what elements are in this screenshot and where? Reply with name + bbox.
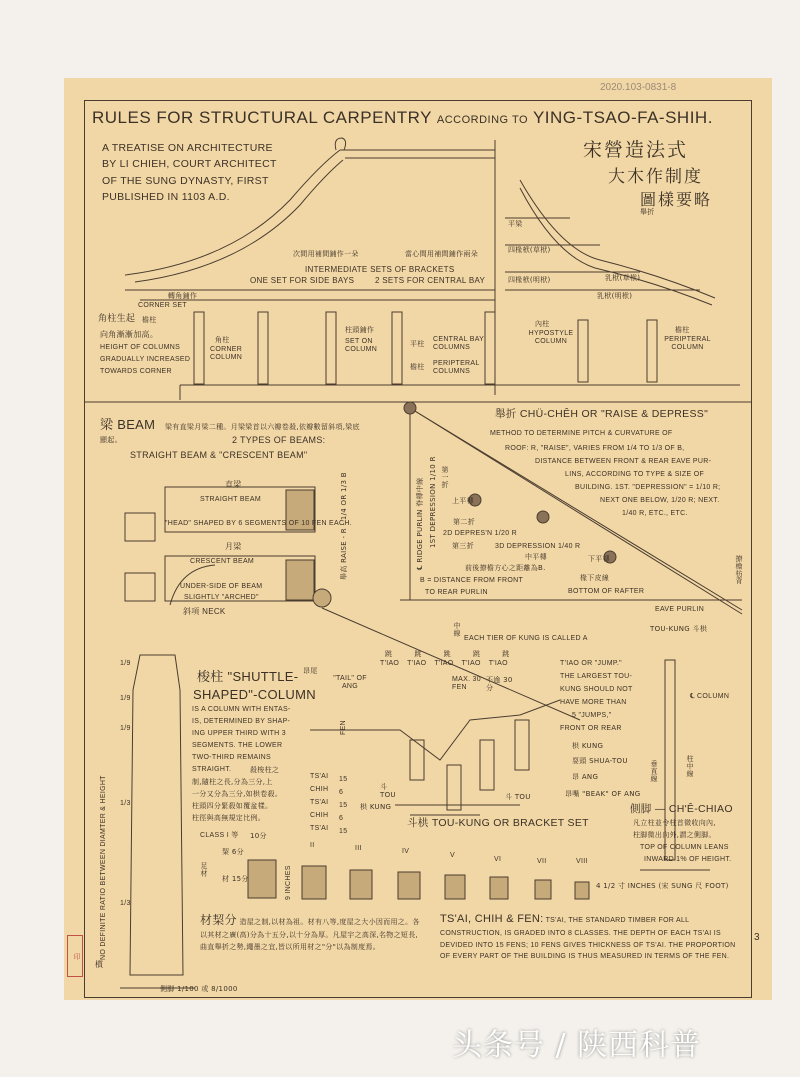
- label: 檐柱: [410, 363, 425, 371]
- class-label: VI: [494, 856, 502, 863]
- label: 栱 KUNG: [572, 742, 604, 750]
- label: 斗 TOU: [505, 793, 531, 801]
- label: B = DISTANCE FROM FRONT: [420, 577, 524, 584]
- label: 昂 ANG: [572, 773, 599, 781]
- cn-title-3: 圖樣要略: [640, 190, 713, 209]
- label: 殺梭柱之: [250, 766, 280, 774]
- label: 1/9: [120, 725, 131, 732]
- label: FRONT OR REAR: [560, 725, 622, 732]
- label: 一分又分為三分,如栱卷殺。: [192, 790, 283, 798]
- label: 前後撩檐方心之距離為B.: [465, 564, 546, 572]
- label: 當心間用補間鋪作兩朵: [405, 250, 478, 258]
- seal-stamp: 印: [67, 935, 83, 977]
- label: TOWARDS CORNER: [100, 368, 172, 375]
- label: HEIGHT OF COLUMNS: [100, 344, 181, 351]
- cn-title-1: 宋營造法式: [583, 139, 689, 161]
- label: 四椽栿(草栿): [508, 246, 551, 254]
- page-number: 3: [754, 932, 760, 943]
- label: 昂尾: [303, 667, 318, 675]
- label: 1ST DEPRESSION 1/10 R: [429, 456, 437, 548]
- label: STRAIGHT BEAM: [200, 496, 261, 503]
- label: TS'AI: [310, 773, 329, 780]
- raise-heading: 舉折 CHÜ-CHÊH OR "RAISE & DEPRESS": [495, 408, 709, 420]
- label: 栱 KUNG: [360, 803, 392, 811]
- label: 斜項 NECK: [183, 607, 226, 616]
- label: 10分: [250, 832, 267, 840]
- label: 制,隨柱之長,分為三分,上: [192, 778, 273, 786]
- label: ℄ COLUMN: [690, 693, 730, 700]
- label: 內柱: [535, 320, 550, 328]
- label: NEXT ONE BELOW, 1/20 R; NEXT.: [600, 497, 720, 504]
- label: 柱徑與高無規定比例。: [192, 814, 265, 822]
- page-title: RULES FOR STRUCTURAL CARPENTRY ACCORDING TO YING-TSAO-FA-SHIH.: [92, 108, 713, 127]
- label: TO REAR PURLIN: [425, 589, 488, 596]
- class-label: VII: [537, 858, 547, 865]
- label: STRAIGHT.: [192, 766, 232, 773]
- label: 第三折: [452, 542, 474, 550]
- first-depression-cn: 第一折: [441, 466, 450, 488]
- label: FEN: [340, 720, 347, 735]
- fen-values: 15 6 15 6 15: [339, 776, 348, 835]
- label: PERIPTERAL COLUMNS: [433, 360, 480, 376]
- label: GRADUALLY INCREASED: [100, 356, 191, 363]
- label: 不逾 30分: [486, 676, 513, 693]
- chechiao-heading: 側脚 — CH'Ê-CHIAO: [630, 803, 733, 815]
- label: SEGMENTS. THE LOWER: [192, 742, 283, 749]
- label: 轉角鋪作: [168, 292, 198, 300]
- label: HYPOSTYLE COLUMN: [528, 330, 574, 346]
- label: LINS, ACCORDING TO TYPE & SIZE OF: [565, 471, 705, 478]
- label: ROOF: R, "RAISE", VARIES FROM 1/4 TO 1/3 OF B,: [505, 445, 685, 452]
- label: 側脚 1/100 或 8/1000: [160, 985, 238, 993]
- label: 上平槫: [452, 497, 474, 505]
- label: 2 SETS FOR CENTRAL BAY: [375, 276, 486, 285]
- label: 9 INCHES: [285, 865, 292, 900]
- label: 角柱生起: [98, 314, 136, 324]
- label: 檐柱: [675, 326, 690, 334]
- roof-ornament: [335, 138, 345, 150]
- label: 角柱: [215, 336, 230, 344]
- label: 舉高 RAISE - R - 1/4 OR 1/3 B: [340, 472, 348, 580]
- label: 1/3: [120, 800, 131, 807]
- label: 2D DEPRES'N 1/20 R: [443, 530, 518, 537]
- label: ℄ RIDGE PURLIN 脊槫中線: [416, 477, 424, 570]
- label: 耍頭 SHUA-TOU: [572, 757, 628, 765]
- label: STRAIGHT BEAM & "CRESCENT BEAM": [130, 450, 308, 460]
- shuttle-column: [130, 655, 183, 975]
- ridge: [340, 150, 495, 158]
- label: 撩檐枋背: [735, 555, 744, 585]
- class-label: III: [355, 845, 362, 852]
- label: 昂嘴 "BEAK" OF ANG: [565, 790, 641, 798]
- shuttle-heading-2: SHAPED"-COLUMN: [193, 687, 316, 702]
- class-label: CLASS I 等: [200, 832, 239, 839]
- label: CRESCENT BEAM: [190, 558, 255, 565]
- label: BOTTOM OF RAFTER: [568, 588, 645, 595]
- label: EAVE PURLIN: [655, 606, 705, 613]
- label: KUNG SHOULD NOT: [560, 686, 633, 693]
- label: IS, DETERMINED BY SHAP-: [192, 718, 291, 725]
- label: 椽下皮線: [580, 574, 610, 582]
- label: 材 15分: [222, 875, 249, 883]
- label: 櫍: [95, 960, 104, 969]
- label: TS'AI: [310, 799, 329, 806]
- label: IS A COLUMN WITH ENTAS-: [192, 706, 291, 713]
- label: 足材: [200, 862, 209, 877]
- label: 檐柱: [142, 316, 157, 324]
- label: UNDER-SIDE OF BEAM: [180, 583, 263, 590]
- cn-title-2: 大木作制度: [608, 167, 703, 187]
- label: INTERMEDIATE SETS OF BRACKETS: [305, 265, 455, 274]
- label: 凡立柱並令柱首微收向內,: [633, 819, 716, 827]
- label: INWARD 1% OF HEIGHT.: [644, 856, 732, 863]
- label: 4 1/2 寸 INCHES (宋 SUNG 尺 FOOT): [596, 882, 729, 890]
- label: 柱頭四分緊殺如覆盆樣。: [192, 802, 273, 810]
- label: 乳栿(草栿): [605, 274, 641, 282]
- toukung-caption: 斗栱 TOU-KUNG OR BRACKET SET: [407, 817, 589, 829]
- label: 垂直線: [650, 760, 659, 782]
- label: 平梁: [508, 220, 523, 228]
- label: CHIH: [310, 786, 329, 793]
- label: 1/40 R, ETC., ETC.: [622, 510, 688, 517]
- treatise-note: A TREATISE ON ARCHITECTURE BY LI CHIEH, COURT ARCHITECT OF THE SUNG DYNASTY, FIRST PUBLISHED IN 1103 A.D.: [102, 142, 277, 203]
- shuttle-heading: 梭柱 "SHUTTLE-: [197, 669, 299, 685]
- label: TOU-KUNG 斗栱: [650, 625, 708, 633]
- label: 中平槫: [525, 553, 547, 561]
- label: "TAIL" OF ANG: [333, 675, 367, 691]
- tiao-cn-labels: 跳 跳 跳 跳 跳: [385, 650, 510, 658]
- label: 下平槫: [588, 555, 610, 563]
- label: 柱中線: [686, 755, 695, 777]
- label: 平柱: [410, 340, 425, 348]
- label: 1/3: [120, 900, 131, 907]
- label: DISTANCE BETWEEN FRONT & REAR EAVE PUR-: [535, 458, 712, 465]
- label: 1/9: [120, 695, 131, 702]
- label: 向角漸漸加高。: [100, 330, 159, 339]
- pencil-note: 2020.103-0831-8: [600, 82, 677, 93]
- label: METHOD TO DETERMINE PITCH & CURVATURE OF: [490, 430, 673, 437]
- label: MAX. 30 FEN: [452, 676, 481, 692]
- label: CHIH: [310, 812, 329, 819]
- label: 3D DEPRESSION 1/40 R: [495, 543, 581, 550]
- label: SET ON COLUMN: [345, 338, 378, 354]
- label: ONE SET FOR SIDE BAYS: [250, 276, 355, 285]
- label: EACH TIER OF KUNG IS CALLED A: [464, 635, 588, 642]
- label: 乳栿(明栿): [597, 292, 633, 300]
- section-columns: [578, 320, 657, 382]
- label: 2 TYPES OF BEAMS:: [232, 435, 326, 445]
- label: CORNER COLUMN: [210, 346, 243, 362]
- label: ING UPPER THIRD WITH 3: [192, 730, 286, 737]
- label: 次間用補間鋪作一朵: [293, 250, 359, 258]
- label: TS'AI: [310, 825, 329, 832]
- label: 栔 6分: [222, 848, 244, 856]
- label: 1/9: [120, 660, 131, 667]
- label: CENTRAL BAY COLUMNS: [433, 336, 485, 352]
- watermark: 头条号 / 陕西科普: [452, 1028, 702, 1063]
- label: PERIPTERAL COLUMN: [664, 336, 711, 352]
- label: 第二折: [453, 518, 475, 526]
- label: T'IAO OR "JUMP.": [560, 660, 622, 667]
- class-label: V: [450, 852, 455, 859]
- class-label: II: [310, 842, 315, 849]
- label: 舉折: [640, 208, 655, 216]
- label: 月梁: [225, 542, 242, 551]
- label: TOP OF COLUMN LEANS: [640, 844, 729, 851]
- label: "HEAD" SHAPED BY 6 SEGMENTS OF 10 FEN EACH.: [165, 520, 352, 527]
- label: 柱頭鋪作: [345, 326, 375, 334]
- label: 直梁: [225, 480, 242, 489]
- label: SLIGHTLY "ARCHED": [184, 594, 259, 601]
- label: BUILDING. 1ST. "DEPRESSION" = 1/10 R;: [575, 484, 721, 491]
- class-label: VIII: [576, 858, 588, 865]
- label: HAVE MORE THAN: [560, 699, 627, 706]
- label: CORNER SET: [138, 302, 187, 309]
- tsai-en-text: TS'AI, CHIH & FEN: TS'AI, THE STANDARD TIMBER FOR ALL CONSTRUCTION, IS GRADED INTO 8 CLASSES. THE DEPTH OF EACH TS'AI IS DEVIDED INTO 15 FENS; 10 FENS GIVES THICKNESS OF TS'AI. THE PROPORTION OF EVERY PART OF THE BUILDING IS THUS MEASURED IN TERMS OF THE FEN.: [440, 913, 736, 961]
- label: NO DEFINITE RATIO BETWEEN DIAMTER & HEIGHT: [100, 775, 107, 960]
- label: 四椽栿(明栿): [508, 276, 551, 284]
- beam-desc-cn: 梁有直梁月梁二種。月梁梁首以六瓣卷殺,依瓣數留斜項,梁底顯起。: [100, 423, 360, 444]
- label: THE LARGEST TOU-: [560, 673, 633, 680]
- label: 中線: [453, 622, 462, 637]
- beam-heading: 梁 BEAM: [100, 417, 156, 433]
- label: TWO-THIRD REMAINS: [192, 754, 271, 761]
- label: 斗 TOU: [380, 783, 396, 800]
- class-label: IV: [402, 848, 410, 855]
- tiao-labels: T'IAO T'IAO T'IAO T'IAO T'IAO: [380, 660, 508, 667]
- label: 柱脚微出向外,謂之側脚。: [633, 831, 716, 839]
- tsai-cn-text: 材栔分 造屋之制,以材為祖。材有八等,度屋之大小因而用之。各以其材之廣(高)分為十五分,以十分為厚。凡屋宇之高深,名物之短長,曲直舉折之勢,繩墨之宜,皆以所用材之"分"以為制度焉。: [200, 913, 420, 952]
- label: 5 "JUMPS,": [572, 712, 612, 719]
